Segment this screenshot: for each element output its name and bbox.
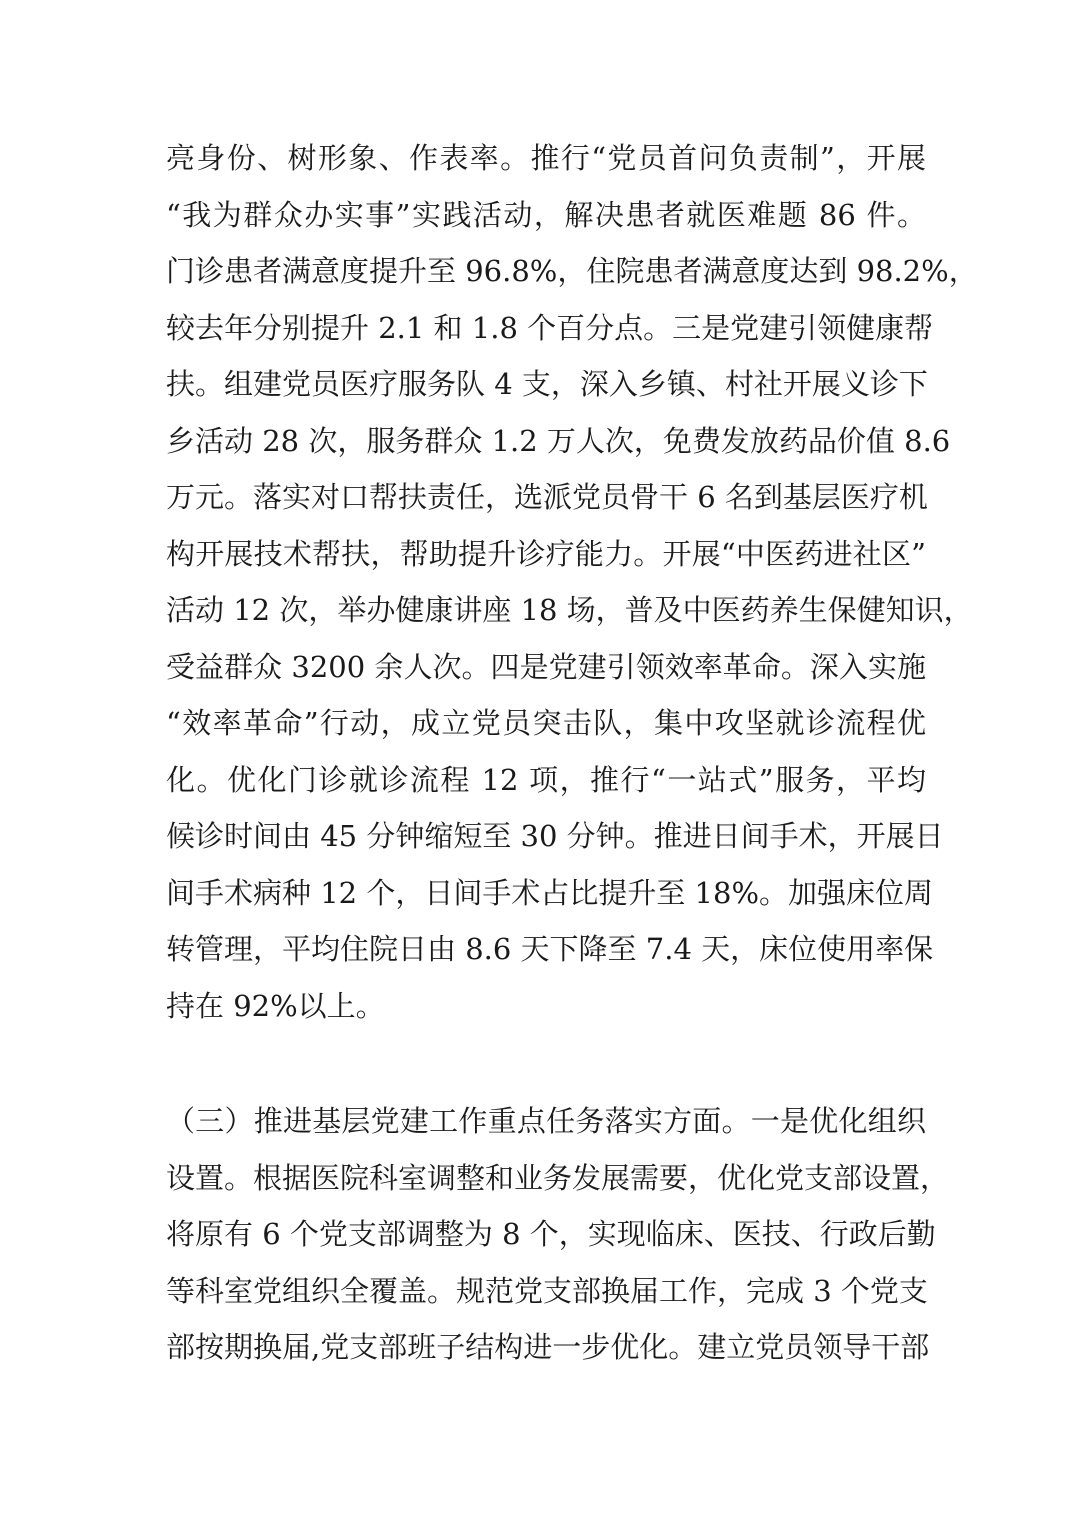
text-line: 候诊时间由 45 分钟缩短至 30 分钟。推进日间手术，开展日 (166, 819, 944, 853)
text-line: 构开展技术帮扶，帮助提升诊疗能力。开展“中医药进社区” (166, 536, 926, 571)
text-line: 万元。落实对口帮扶责任，选派党员骨干 6 名到基层医疗机 (166, 480, 928, 514)
text-line: 间手术病种 12 个，日间手术占比提升至 18%。加强床位周 (166, 875, 934, 910)
text-line: 乡活动 28 次，服务群众 1.2 万人次，免费发放药品价值 8.6 (166, 423, 951, 458)
text-line: 部按期换届,党支部班子结构进一步优化。建立党员领导干部 (166, 1330, 930, 1364)
paragraph-grassroots-tasks (166, 1093, 950, 1376)
text-line: 转管理，平均住院日由 8.6 天下降至 7.4 天，床位使用率保 (166, 932, 934, 966)
text-line: 持在 92%以上。 (166, 988, 385, 1023)
text-line: “我为群众办实事”实践活动，解决患者就医难题 86 件。 (166, 197, 926, 232)
text-line: 设置。根据医院科室调整和业务发展需要，优化党支部设置， (166, 1160, 950, 1195)
text-line: 门诊患者满意度提升至 96.8%，住院患者满意度达到 98.2%， (166, 254, 978, 288)
text-line: 亮身份、树形象、作表率。推行“党员首问负责制”，开展 (166, 141, 926, 175)
text-line: “效率革命”行动，成立党员突击队，集中攻坚就诊流程优 (166, 706, 926, 740)
paragraph-party-building-services (166, 130, 978, 1034)
text-line: （三）推进基层党建工作重点任务落实方面。一是优化组织 (166, 1104, 926, 1138)
text-line: 扶。组建党员医疗服务队 4 支，深入乡镇、村社开展义诊下 (166, 367, 928, 401)
text-line: 受益群众 3200 余人次。四是党建引领效率革命。深入实施 (166, 649, 926, 684)
text-line: 将原有 6 个党支部调整为 8 个，实现临床、医技、行政后勤 (166, 1217, 936, 1251)
text-line: 等科室党组织全覆盖。规范党支部换届工作，完成 3 个党支 (166, 1273, 928, 1308)
text-line: 化。优化门诊就诊流程 12 项，推行“一站式”服务，平均 (166, 762, 926, 797)
text-line: 活动 12 次，举办健康讲座 18 场，普及中医药养生保健知识， (166, 593, 973, 627)
text-line: 较去年分别提升 2.1 和 1.8 个百分点。三是党建引领健康帮 (166, 310, 934, 345)
